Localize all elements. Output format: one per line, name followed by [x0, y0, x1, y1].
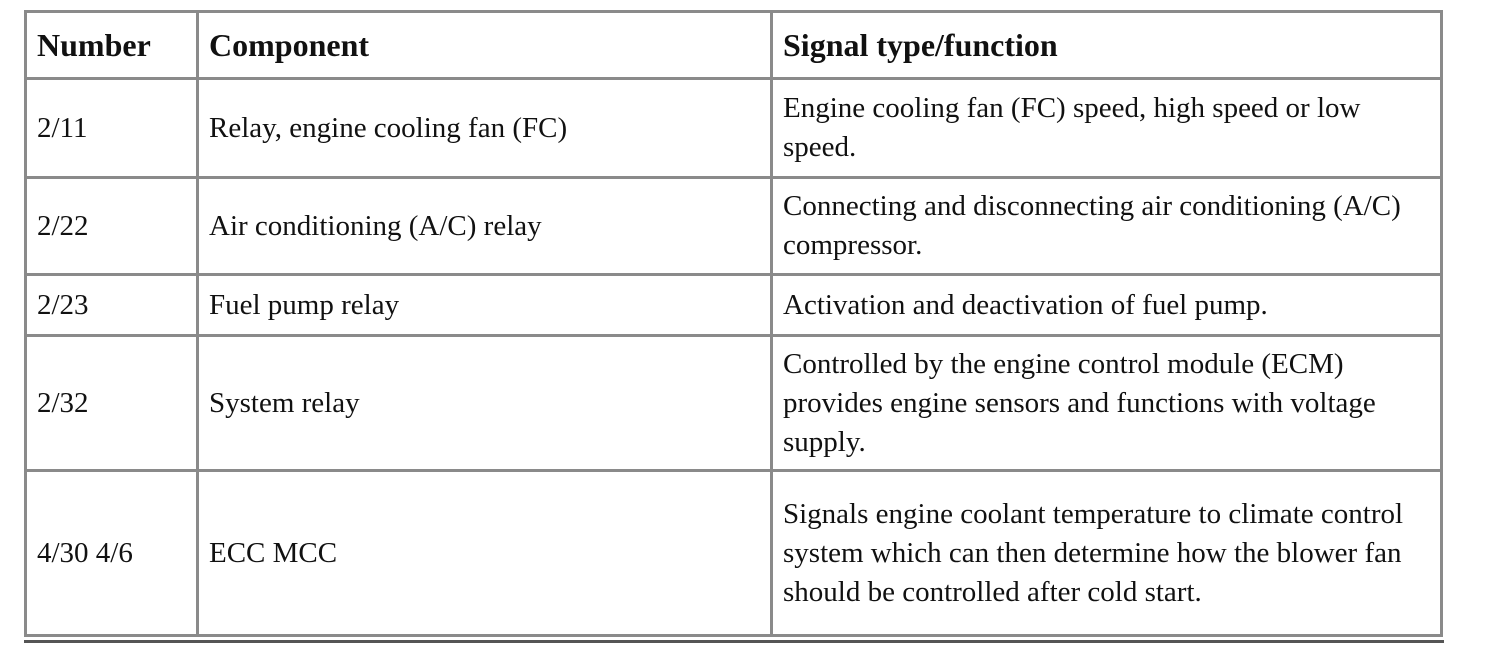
table-header-row: [26, 12, 1442, 79]
cell-number: 2/23: [26, 275, 198, 336]
cell-component: ECC MCC: [198, 471, 772, 636]
signal-table-container: [24, 10, 1440, 637]
header-signal: Signal type/function: [772, 12, 1442, 79]
cell-number: 2/32: [26, 336, 198, 471]
table-row: [26, 471, 1442, 636]
cell-signal: Activation and deactivation of fuel pump.: [772, 275, 1442, 336]
bottom-rule: [24, 640, 1444, 643]
header-number: Number: [26, 12, 198, 79]
header-component: Component: [198, 12, 772, 79]
table-row: [26, 79, 1442, 178]
cell-signal: Controlled by the engine control module (ECM) provides engine sensors and functions with voltage supply.: [772, 336, 1442, 471]
table-row: [26, 275, 1442, 336]
cell-component: Relay, engine cooling fan (FC): [198, 79, 772, 178]
cell-component: Fuel pump relay: [198, 275, 772, 336]
cell-number: 2/11: [26, 79, 198, 178]
signal-table: [24, 10, 1443, 637]
table-row: [26, 178, 1442, 275]
cell-component: System relay: [198, 336, 772, 471]
cell-signal: Engine cooling fan (FC) speed, high speed or low speed.: [772, 79, 1442, 178]
cell-number: 4/30 4/6: [26, 471, 198, 636]
cell-number: 2/22: [26, 178, 198, 275]
table-row: [26, 336, 1442, 471]
cell-signal: Signals engine coolant temperature to climate control system which can then determine how the blower fan should be controlled after cold start.: [772, 471, 1442, 636]
cell-component: Air conditioning (A/C) relay: [198, 178, 772, 275]
cell-signal: Connecting and disconnecting air conditioning (A/C) compressor.: [772, 178, 1442, 275]
